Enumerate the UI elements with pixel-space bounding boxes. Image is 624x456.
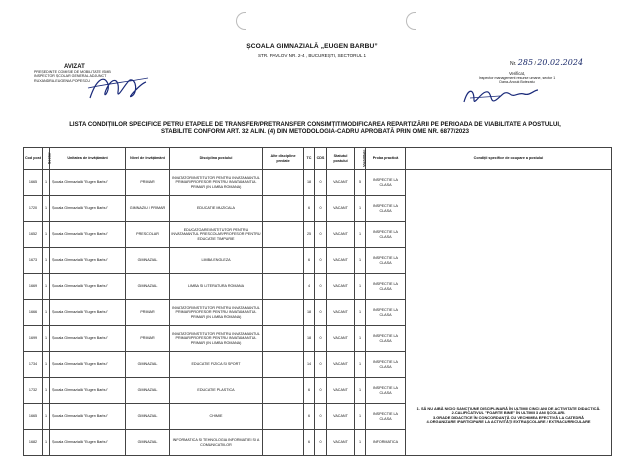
cell-tc: 4: [304, 274, 315, 300]
cell-other: [263, 300, 304, 326]
cell-other: [263, 222, 304, 248]
cell-other: [263, 170, 304, 196]
registration-date: 20.02.2024: [537, 58, 584, 67]
cell-status: VACANT: [327, 378, 355, 404]
cell-sector: 1: [43, 352, 50, 378]
condition-item: 1. SĂ NU AIBĂ NICIO SANCȚIUNE DISCIPLINARĂ ÎN ULTIMII CINCI ANI DE ACTIVITATE DIDACTICĂ.: [416, 405, 601, 411]
header-other: Alte discipline predate: [263, 148, 304, 170]
cell-unit: Școala Gimnazială "Eugen Barbu": [50, 430, 126, 456]
condition-item: 2.CALIFICATIVUL "FOARTE BINE" ÎN ULTIMII 3 ANI ȘCOLARI.: [451, 410, 566, 416]
cell-other: [263, 378, 304, 404]
cell-test: INSPECTIE LA CLASA: [366, 378, 406, 404]
cell-unit: Școala Gimnazială "Eugen Barbu": [50, 170, 126, 196]
cell-other: [263, 430, 304, 456]
avizat-line: INSPECTOR ȘCOLAR GENERAL ADJUNCT: [34, 74, 107, 79]
cell-discipline: INFORMATICA SI TEHNOLOGIA INFORMATIEI SI A COMUNICATIILOR: [170, 430, 263, 456]
cell-level: PRIMAR: [126, 300, 170, 326]
cell-cod: 1669: [24, 274, 43, 300]
school-name: ȘCOALA GIMNAZIALĂ „EUGEN BARBU”: [246, 43, 378, 50]
cell-sector: 1: [43, 404, 50, 430]
cell-unit: Școala Gimnazială "Eugen Barbu": [50, 404, 126, 430]
punch-hole-mark: [406, 12, 416, 30]
school-address: STR. PAVLOV NR. 2-4 , BUCUREȘTI, SECTORUL 1: [257, 53, 367, 58]
cell-test: INSPECTIE LA CLASA: [366, 352, 406, 378]
header-level: Nivel de învățământ: [126, 148, 170, 170]
table-row: [24, 170, 612, 196]
header-discipline: Disciplina postului: [170, 148, 263, 170]
cell-sector: 1: [43, 326, 50, 352]
punch-hole-mark: [236, 12, 246, 30]
cell-cds: 0: [315, 352, 327, 378]
condition-item: 4.ORGANIZARE /PARTICIPARE LA ACTIVITĂȚI EXTRAȘCOLARE / EXTRACURRICULARE: [426, 419, 591, 425]
cell-status: VACANT: [327, 352, 355, 378]
cell-viab: 1: [355, 248, 366, 274]
cell-discipline: INVATATOR/INSTITUTOR PENTRU INVATAMANTUL PRIMAR/PROFESOR PENTRU INVATAMANTUL PRIMAR (IN LIMBA ROMANA): [170, 326, 263, 352]
cell-status: VACANT: [327, 170, 355, 196]
cell-cod: 1665: [24, 170, 43, 196]
cell-test: INSPECTIE LA CLASA: [366, 196, 406, 222]
cell-other: [263, 404, 304, 430]
cell-discipline: EDUCATIE MUZICALA: [170, 196, 263, 222]
cell-discipline: LIMBA SI LITERATURA ROMANA: [170, 274, 263, 300]
cell-cds: 0: [315, 404, 327, 430]
cell-tc: 25: [304, 222, 315, 248]
cell-tc: 6: [304, 378, 315, 404]
cell-viab: 1: [355, 300, 366, 326]
cell-tc: 6: [304, 248, 315, 274]
cell-status: VACANT: [327, 274, 355, 300]
cell-level: PRIMAR: [126, 326, 170, 352]
cell-viab: 1: [355, 274, 366, 300]
cell-viab: 1: [355, 404, 366, 430]
cell-cod: 1665: [24, 404, 43, 430]
cell-status: VACANT: [327, 326, 355, 352]
registration-number: Nr. 285 / 20.02.2024: [510, 58, 584, 67]
cell-level: PRESCOLAR: [126, 222, 170, 248]
cell-viab: 1: [355, 196, 366, 222]
cell-test: INSPECTIE LA CLASA: [366, 300, 406, 326]
cell-other: [263, 326, 304, 352]
signature-image: [86, 70, 150, 104]
cell-sector: 1: [43, 430, 50, 456]
cell-unit: Școala Gimnazială "Eugen Barbu": [50, 274, 126, 300]
cell-unit: Școala Gimnazială "Eugen Barbu": [50, 378, 126, 404]
cell-cds: 0: [315, 248, 327, 274]
cell-unit: Școala Gimnazială "Eugen Barbu": [50, 352, 126, 378]
list-title-line: LISTA CONDIȚIILOR SPECIFICE PETRU ETAPELE DE TRANSFER/PRETRANSFER CONSIMȚIT/MODIFICAREA REPARTIZĂRII PE PERIOADA DE VIABILITATE A POSTULUI,: [69, 121, 561, 128]
header-sector: Sector: [43, 148, 50, 170]
avizat-line: PREȘEDINTE COMISIE DE MOBILITATE ISMB: [34, 70, 111, 74]
cell-sector: 1: [43, 274, 50, 300]
cell-test: INSPECTIE LA CLASA: [366, 326, 406, 352]
cell-tc: 6: [304, 196, 315, 222]
cell-test: INSPECTIE LA CLASA: [366, 170, 406, 196]
cell-cod: 1673: [24, 248, 43, 274]
cell-unit: Școala Gimnazială "Eugen Barbu": [50, 248, 126, 274]
cell-test: INSPECTIE LA CLASA: [366, 222, 406, 248]
cell-cds: 0: [315, 274, 327, 300]
cell-discipline: INVATATOR/INSTITUTOR PENTRU INVATAMANTUL PRIMAR/PROFESOR PENTRU INVATAMANTUL PRIMAR (IN LIMBA ROMANA): [170, 170, 263, 196]
cell-cds: 0: [315, 378, 327, 404]
cell-test: INFORMATICA: [366, 430, 406, 456]
cell-tc: 6: [304, 430, 315, 456]
cell-sector: 1: [43, 170, 50, 196]
cell-status: VACANT: [327, 196, 355, 222]
cell-cds: 0: [315, 170, 327, 196]
cell-other: [263, 196, 304, 222]
cell-test: INSPECTIE LA CLASA: [366, 274, 406, 300]
list-title-line: STABILITE CONFORM ART. 32 ALIN. (4) DIN METODOLOGIA-CADRU APROBATĂ PRIN OME NR. 6877/2023: [160, 128, 470, 136]
cell-level: GIMNAZIAL: [126, 352, 170, 378]
header-cod: Cod post: [24, 148, 43, 170]
cell-other: [263, 274, 304, 300]
cell-cod: 1666: [24, 300, 43, 326]
cell-cod: 1652: [24, 222, 43, 248]
verificat-block: [432, 71, 602, 85]
cell-cds: 0: [315, 430, 327, 456]
signature-image: [460, 84, 540, 108]
cell-level: GIMNAZIAL: [126, 274, 170, 300]
cell-sector: 1: [43, 248, 50, 274]
avizat-title: AVIZAT: [64, 64, 85, 70]
cell-cod: 1699: [24, 326, 43, 352]
verificat-line: Inspector management resurse umane, sector 1: [478, 76, 556, 80]
cell-discipline: EDUCATIE PLASTICA: [170, 378, 263, 404]
cell-level: GIMNAZIU / PRIMAR: [126, 196, 170, 222]
cell-viab: 1: [355, 326, 366, 352]
header-conditions: Condiții specifice de ocupare a postului: [406, 148, 612, 170]
cell-status: VACANT: [327, 430, 355, 456]
registration-number-value: 285: [517, 58, 534, 67]
cell-cod: 1734: [24, 352, 43, 378]
cell-viab: 1: [355, 378, 366, 404]
cell-viab: 5: [355, 170, 366, 196]
cell-discipline: EDUCATOARE/INSTITUTOR PENTRU INVATAMANTUL PRESCOLAR/PROFESOR PENTRU EDUCATIE TIMPURIE: [170, 222, 263, 248]
cell-level: GIMNAZIAL: [126, 404, 170, 430]
cell-sector: 1: [43, 222, 50, 248]
header-test: Proba practică: [366, 148, 406, 170]
header-cds: CDS: [315, 148, 327, 170]
cell-status: VACANT: [327, 404, 355, 430]
header-unit: Unitatea de învățământ: [50, 148, 126, 170]
header-tc: TC: [304, 148, 315, 170]
header-viability: Viabilitate: [355, 148, 366, 170]
cell-cds: 0: [315, 326, 327, 352]
cell-unit: Școala Gimnazială "Eugen Barbu": [50, 196, 126, 222]
cell-cod: 1720: [24, 196, 43, 222]
cell-other: [263, 248, 304, 274]
cell-discipline: INVATATOR/INSTITUTOR PENTRU INVATAMANTUL PRIMAR/PROFESOR PENTRU INVATAMANTUL PRIMAR (IN LIMBA ROMANA): [170, 300, 263, 326]
cell-cod: 1682: [24, 430, 43, 456]
cell-tc: 18: [304, 170, 315, 196]
cell-test: INSPECTIE LA CLASA: [366, 404, 406, 430]
cell-viab: 1: [355, 352, 366, 378]
cell-sector: 1: [43, 300, 50, 326]
cell-level: GIMNAZIAL: [126, 378, 170, 404]
cell-cds: 0: [315, 222, 327, 248]
cell-unit: Școala Gimnazială "Eugen Barbu": [50, 326, 126, 352]
cell-cds: 0: [315, 196, 327, 222]
cell-tc: 18: [304, 326, 315, 352]
cell-discipline: LIMBA ENGLEZA: [170, 248, 263, 274]
table-header-row: [24, 148, 612, 170]
verificat-line: Dana-Anouk Botezatu: [499, 80, 535, 85]
cell-other: [263, 352, 304, 378]
cell-level: GIMNAZIAL: [126, 248, 170, 274]
cell-unit: Școala Gimnazială "Eugen Barbu": [50, 300, 126, 326]
cell-viab: 1: [355, 222, 366, 248]
cell-sector: 1: [43, 196, 50, 222]
cell-level: GIMNAZIAL: [126, 430, 170, 456]
cell-unit: Școala Gimnazială "Eugen Barbu": [50, 222, 126, 248]
cell-conditions: [406, 170, 612, 456]
cell-tc: 18: [304, 300, 315, 326]
cell-discipline: EDUCATIE FIZICA SI SPORT: [170, 352, 263, 378]
posts-table: [23, 147, 612, 456]
cell-cds: 0: [315, 300, 327, 326]
list-title: [20, 121, 610, 136]
cell-viab: 1: [355, 430, 366, 456]
cell-discipline: CHIMIE: [170, 404, 263, 430]
cell-status: VACANT: [327, 248, 355, 274]
condition-item: 3.GRADE DIDACTICE ÎN CONCORDANȚĂ CU VECHIMEA EFECTIVĂ LA CATEDRĂ: [433, 414, 584, 420]
cell-test: INSPECTIE LA CLASA: [366, 248, 406, 274]
cell-level: PRIMAR: [126, 170, 170, 196]
cell-status: VACANT: [327, 300, 355, 326]
verificat-title: Verificat,: [508, 71, 526, 76]
avizat-line: RUXANDRA-EUGENIA POPESCU: [34, 78, 90, 83]
cell-status: VACANT: [327, 222, 355, 248]
cell-sector: 1: [43, 378, 50, 404]
cell-tc: 6: [304, 404, 315, 430]
cell-tc: 14: [304, 352, 315, 378]
registration-prefix: Nr.: [510, 61, 517, 67]
header-status: Statutul postului: [327, 148, 355, 170]
cell-cod: 1732: [24, 378, 43, 404]
